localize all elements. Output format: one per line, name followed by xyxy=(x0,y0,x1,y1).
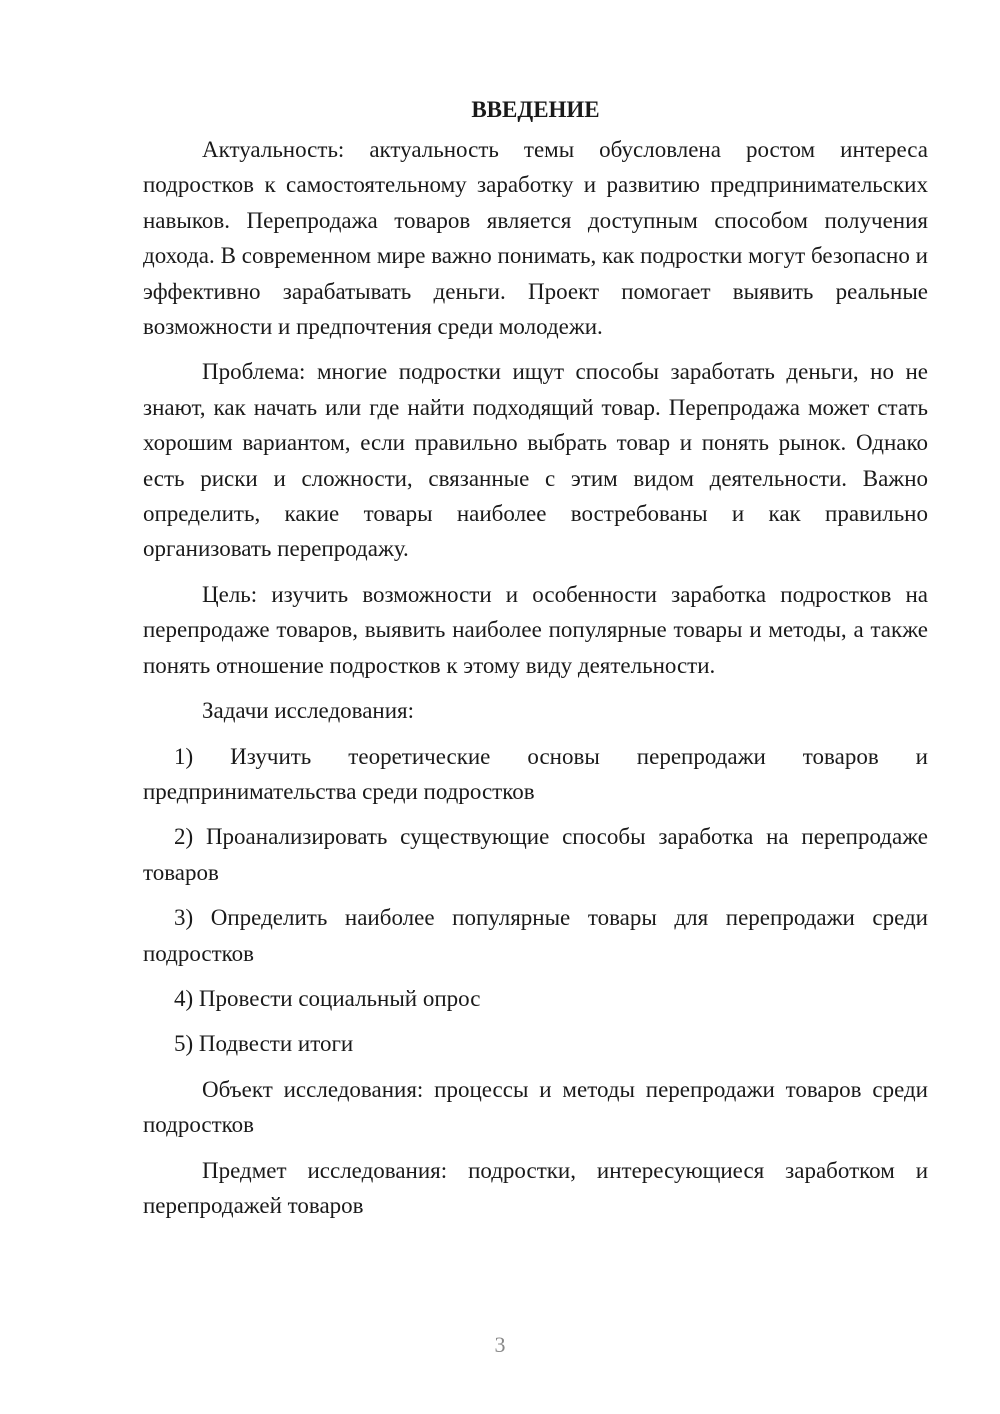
goal-paragraph: Цель: изучить возможности и особенности заработка подростков на перепродаже товаров, выявить наиболее популярные товары и методы, а также понять отношение подростков к этому виду деятельности. xyxy=(143,581,928,678)
object-paragraph: Объект исследования: процессы и методы перепродажи товаров среди подростков xyxy=(143,1076,928,1138)
task-item: 4) Провести социальный опрос xyxy=(174,985,481,1011)
task-item: 2) Проанализировать существующие способы заработка на перепродаже товаров xyxy=(143,824,928,885)
page-title: ВВЕДЕНИЕ xyxy=(471,97,600,122)
subject-paragraph: Предмет исследования: подростки, интересующиеся заработком и перепродажей товаров xyxy=(143,1157,928,1218)
tasks-heading: Задачи исследования: xyxy=(202,698,415,724)
task-item: 5) Подвести итоги xyxy=(174,1031,354,1057)
document-page xyxy=(143,92,928,1233)
task-item: 1) Изучить теоретические основы перепродажи товаров и предпринимательства среди подростков xyxy=(143,743,928,804)
page-number: 3 xyxy=(494,1332,506,1357)
problem-paragraph: Проблема: многие подростки ищут способы заработать деньги, но не знают, как начать или где найти подходящий товар. Перепродажа может стать хорошим вариантом, если правильно выбрать товар и понять рынок. Однако есть риски и сложности, связанные с этим видом деятельности. Важно определить, какие товары наиболее востребованы и как правильно организовать перепродажу. xyxy=(143,359,928,562)
task-item: 3) Определить наиболее популярные товары для перепродажи среди подростков xyxy=(143,905,928,966)
relevance-paragraph: Актуальность: актуальность темы обусловлена ростом интереса подростков к самостоятельному заработку и развитию предпринимательских навыков. Перепродажа товаров является доступным способом получения дохода. В современном мире важно понимать, как подростки могут безопасно и эффективно зарабатывать деньги. Проект помогает выявить реальные возможности и предпочтения среди молодежи. xyxy=(143,137,928,340)
